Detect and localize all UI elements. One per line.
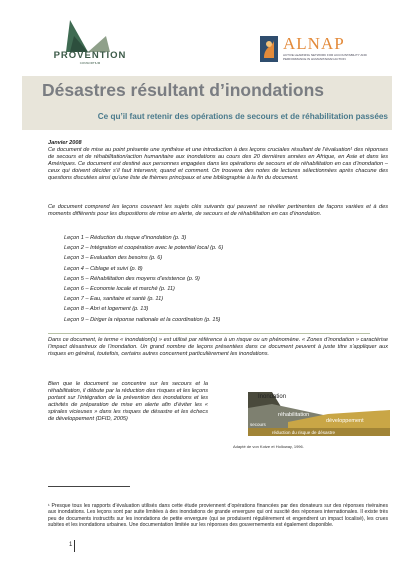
lesson-item: Leçon 2 – Intégration et coopération avec le potentiel local (p. 6)	[64, 245, 224, 252]
lesson-item: Leçon 7 – Eau, sanitaire et santé (p. 11)	[64, 296, 164, 303]
alnap-logo-text: ALNAP	[283, 34, 345, 53]
diagram-label-secours: secours	[250, 422, 266, 427]
diagram-label-reduction: réduction du risque de désastre	[272, 430, 336, 435]
intro-paragraph-1: Ce document de mise au point présente une synthèse et une introduction à des leçons cruciales résultant de l’évaluation¹ des réponses de secours et de réhabilitation/action humanitaire aux inondations au cours des 20 dernières années en Afrique, en Asie et dans les Amériques. Ce document est destiné aux personnes engagées dans les opérations de secours et de réhabilitation en cas d’inondation – ceux qui doivent décider s’il faut intervenir, quand et comment. On trouvera des notes de lectures sélectionnées après chacune des questions discutées ainsi qu’une liste de thèmes principaux et une bibliographie à la fin du document.	[48, 147, 388, 181]
provention-logo-subtext: CONSORTIUM	[79, 61, 101, 65]
page-title: Désastres résultant d’inondations	[42, 80, 325, 100]
lesson-item: Leçon 4 – Ciblage et suivi (p. 8)	[64, 265, 143, 272]
page-subtitle: Ce qu’il faut retenir des opérations de secours et de réhabilitation passées	[97, 112, 388, 121]
definition-paragraph: Dans ce document, le terme « inondation(s) » est utilisé par référence à un risque ou un phénomène. « Zones d’inondation » caractérise l’impact désastreux de l’inondation. Un grand nombre de leçons présentées dans ce document peuvent à juste titre s’appliquer aux risques en général, toutefois, certains autres concernent particulièrement les inondations.	[48, 337, 388, 357]
alnap-logo-subtext: ACTIVE LEARNING NETWORK FOR ACCOUNTABILITY AND PERFORMANCE IN HUMANITARIAN ACTION	[283, 53, 367, 61]
diagram-caption: Adapté de von Kotze et Holloway, 1996.	[233, 444, 304, 449]
page-number: 1	[69, 542, 73, 548]
lesson-item: Leçon 3 – Evaluation des besoins (p. 6)	[64, 255, 163, 262]
lesson-item: Leçon 9 – Diriger la réponse nationale et la coordination (p. 15)	[64, 316, 221, 323]
disaster-cycle-diagram	[228, 386, 390, 438]
lessons-list	[64, 233, 364, 325]
alnap-logo-icon	[258, 34, 280, 64]
page-number-bar	[74, 540, 75, 552]
provention-logo-text: PROVENTION	[53, 50, 127, 61]
footnote: ¹ Presque tous les rapports d’évaluation utilisés dans cette étude proviennent d’opérations financées par des donateurs sur des réponses rivéraines aux inondations. Les leçons sont par suite limitées à des inondations de grande envergure qui ont suscité des réponses internationales. Il existe très peu de documents instructifs sur les inondations de petite envergure (qui se produisent régulièrement et engendrent un impact localisé), les crues subites et les inondations urbaines. Une documentation limitée sur les réponses des gouvernements est également disponible.	[48, 503, 388, 528]
focus-paragraph: Bien que le document se concentre sur les secours et la réhabilitation, il débute par la réduction des risques et les leçons portant sur l’intégration de la prévention des inondations et les activités de préparation de mise en alerte afin d’éviter les « spirales vicieuses » dans les risques de désastre et les échecs de développement (DFID, 2005)	[48, 381, 208, 422]
section-divider	[48, 333, 370, 334]
lesson-item: Leçon 5 – Réhabilitation des moyens d’existence (p. 9)	[64, 275, 200, 282]
diagram-label-inondation: Inondation	[258, 394, 287, 400]
lesson-item: Leçon 6 – Economie locale et marché (p. 11)	[64, 286, 175, 293]
diagram-label-rehabilitation: réhabilitation	[278, 412, 310, 418]
diagram-label-developpement: développement	[326, 418, 364, 424]
footnote-rule	[48, 486, 130, 487]
document-date: Janvier 2008	[48, 140, 82, 146]
lesson-item: Leçon 1 – Réduction du risque d’inondation (p. 3)	[64, 235, 187, 241]
lesson-item: Leçon 8 – Abri et logement (p. 13)	[64, 306, 149, 313]
intro-paragraph-2: Ce document comprend les leçons couvrant les sujets clés suivants qui peuvent se révéler pertinentes de façons variées et à des moments différents pour les dispositions de mise en alerte, de secours et de réhabilitation en cas d’inondation.	[48, 204, 388, 217]
